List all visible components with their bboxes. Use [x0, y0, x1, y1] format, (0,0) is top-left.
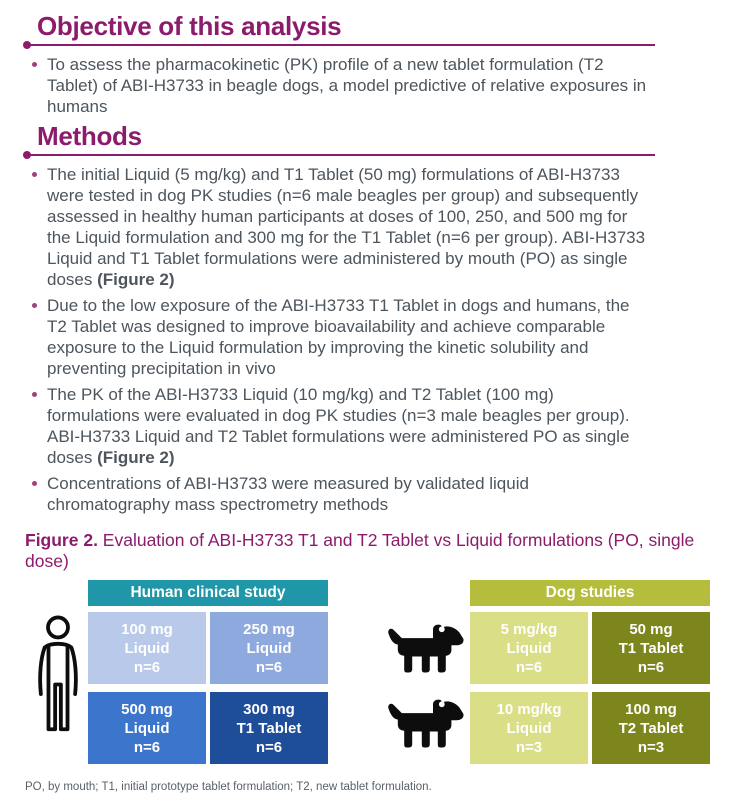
n-label: n=6: [515, 658, 543, 676]
study-box-human-2: [210, 612, 328, 684]
study-box-human-1: [88, 612, 206, 684]
study-box-dog-2: [592, 612, 710, 684]
methods-bullet-list: [25, 164, 649, 515]
formulation-label: Liquid: [506, 719, 552, 737]
n-label: n=3: [515, 738, 543, 756]
figure-2-diagram: [25, 575, 751, 775]
dose-label: 100 mg: [121, 620, 173, 638]
formulation-label: Liquid: [124, 639, 170, 657]
bullet-dot-icon: [32, 172, 37, 177]
formulation-label: Liquid: [506, 639, 552, 657]
n-label: n=6: [255, 658, 283, 676]
study-box-human-3: [88, 692, 206, 764]
bullet-bold-ref: (Figure 2): [97, 448, 175, 467]
study-box-dog-3: [470, 692, 588, 764]
bullet-dot-icon: [32, 62, 37, 67]
bullet-text: Due to the low exposure of the ABI-H3733 T1 Tablet in dogs and humans, the T2 Tablet was designed to improve bioavailability and achieve comparable exposure to the Liquid formulation by improving the kinetic solubility and preventing precipitation in vivo: [47, 296, 630, 378]
dose-label: 100 mg: [625, 700, 677, 718]
dose-label: 5 mg/kg: [500, 620, 558, 638]
formulation-label: T2 Tablet: [618, 719, 684, 737]
formulation-label: Liquid: [124, 719, 170, 737]
human-study-group: [88, 580, 328, 764]
human-study-grid: [88, 612, 328, 764]
dog-study-group: [470, 580, 710, 764]
dose-label: 50 mg: [629, 620, 673, 638]
rule-dot: [23, 151, 31, 159]
abbreviations-footnote: PO, by mouth; T1, initial prototype tablet formulation; T2, new tablet formulation.: [25, 781, 432, 793]
n-label: n=3: [637, 738, 665, 756]
formulation-label: T1 Tablet: [236, 719, 302, 737]
objective-rule: [25, 44, 655, 46]
list-item: [25, 54, 649, 117]
list-item: [25, 384, 649, 468]
person-icon: [31, 616, 85, 734]
n-label: n=6: [255, 738, 283, 756]
dose-label: 250 mg: [243, 620, 295, 638]
bullet-text: The initial Liquid (5 mg/kg) and T1 Tablet (50 mg) formulations of ABI-H3733 were tested in dog PK studies (n=6 male beagles per group) and subsequently assessed in healthy human participants at doses of 100, 250, and 500 mg for the Liquid formulation and 300 mg for the T1 Tablet (n=6 per group). ABI-H3733 Liquid and T1 Tablet formulations were administered by mouth (PO) as single doses: [47, 165, 646, 289]
human-study-header: Human clinical study: [88, 580, 328, 606]
figure-caption: [25, 530, 699, 572]
dose-label: 500 mg: [121, 700, 173, 718]
objective-heading: Objective of this analysis: [37, 11, 342, 41]
bullet-text: To assess the pharmacokinetic (PK) profile of a new tablet formulation (T2 Tablet) of ABI-H3733 in beagle dogs, a model predictive of relative exposures in humans: [47, 55, 647, 116]
bullet-text: The PK of the ABI-H3733 Liquid (10 mg/kg) and T2 Tablet (100 mg) formulations were evaluated in dog PK studies (n=3 male beagles per group). ABI-H3733 Liquid and T2 Tablet formulations were administered PO as single doses: [47, 385, 630, 467]
list-item: [25, 164, 649, 290]
figure-label: Figure 2.: [25, 530, 98, 550]
dog-study-grid: [470, 612, 710, 764]
dog-study-header: Dog studies: [470, 580, 710, 606]
n-label: n=6: [637, 658, 665, 676]
list-item: [25, 295, 649, 379]
bullet-bold-ref: (Figure 2): [97, 270, 175, 289]
list-item: [25, 473, 649, 515]
objective-bullet-list: [25, 54, 649, 117]
study-box-dog-4: [592, 692, 710, 764]
study-box-dog-1: [470, 612, 588, 684]
n-label: n=6: [133, 738, 161, 756]
dose-label: 300 mg: [243, 700, 295, 718]
bullet-text: Concentrations of ABI-H3733 were measured by validated liquid chromatography mass spectrometry methods: [47, 474, 529, 514]
methods-rule: [25, 154, 655, 156]
figure-caption-text: Evaluation of ABI-H3733 T1 and T2 Tablet vs Liquid formulations (PO, single dose): [25, 530, 695, 571]
dose-label: 10 mg/kg: [496, 700, 562, 718]
formulation-label: Liquid: [246, 639, 292, 657]
bullet-dot-icon: [32, 392, 37, 397]
study-box-human-4: [210, 692, 328, 764]
bullet-dot-icon: [32, 481, 37, 486]
rule-dot: [23, 41, 31, 49]
n-label: n=6: [133, 658, 161, 676]
bullet-dot-icon: [32, 303, 37, 308]
dog-icon: [385, 696, 465, 751]
formulation-label: T1 Tablet: [618, 639, 684, 657]
dog-icon: [385, 621, 465, 676]
methods-heading: Methods: [37, 121, 142, 151]
